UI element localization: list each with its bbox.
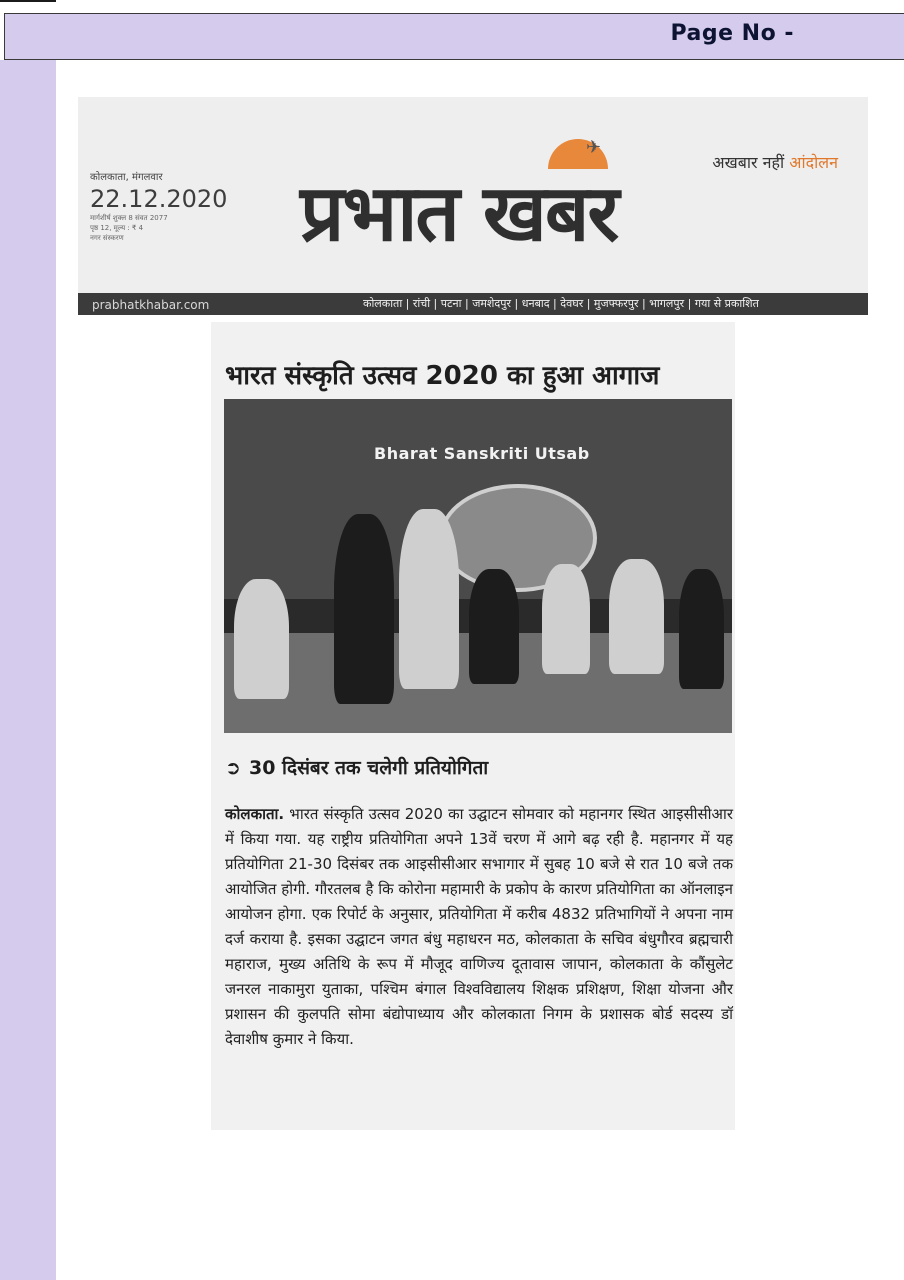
tagline-prefix: अखबार नहीं: [712, 153, 785, 172]
masthead-edition-line: पृष्ठ 12, मूल्य : ₹ 4: [90, 224, 144, 232]
subhead-text: 30 दिसंबर तक चलेगी प्रतियोगिता: [249, 757, 489, 779]
newspaper-masthead: [78, 97, 868, 315]
event-photo: [224, 399, 732, 733]
bullet-arrow-icon: ➲: [225, 757, 241, 779]
newspaper-title: प्रभात खबर: [300, 169, 618, 259]
article-body: [225, 802, 733, 1052]
tagline-accent: आंदोलन: [789, 153, 838, 172]
left-margin-bar: [0, 60, 56, 1280]
person-figure: [469, 569, 519, 684]
article-dateline: कोलकाता.: [225, 805, 285, 823]
person-figure: [679, 569, 724, 689]
masthead-cities: कोलकाता | रांची | पटना | जमशेदपुर | धनबाद | देवघर | मुजफ्फरपुर | भागलपुर | गया से प्रकाशित: [363, 297, 759, 310]
masthead-edition-line: मार्गशीर्ष शुक्ल 8 संवत 2077: [90, 214, 168, 222]
bird-logo-icon: ✈: [586, 137, 602, 158]
masthead-url: prabhatkhabar.com: [92, 298, 210, 312]
article-subhead: [225, 754, 488, 780]
page-header-bar: [4, 13, 904, 60]
person-figure: [399, 509, 459, 689]
article-headline: भारत संस्कृति उत्सव 2020 का हुआ आगाज: [225, 361, 660, 391]
masthead-city-day: कोलकाता, मंगलवार: [90, 172, 163, 183]
photo-banner-text: Bharat Sanskriti Utsab: [374, 444, 590, 463]
article-body-text: भारत संस्कृति उत्सव 2020 का उद्घाटन सोमवार को महानगर स्थित आइसीसीआर में किया गया. यह राष्ट्रीय प्रतियोगिता अपने 13वें चरण में आगे बढ़ रही है. महानगर में यह प्रतियोगिता 21-30 दिसंबर तक आइसीसीआर सभागार में सुबह 10 बजे से रात 10 बजे तक आयोजित होगी. गौरतलब है कि कोरोना महामारी के प्रकोप के कारण प्रतियोगिता का ऑनलाइन आयोजन होगा. एक रिपोर्ट के अनुसार, प्रतियोगिता में करीब 4832 प्रतिभागियों ने अपना नाम दर्ज कराया है. इसका उद्घाटन जगत बंधु महाधरन मठ, कोलकाता के सचिव बंधुगौरव ब्रह्मचारी महाराज, मुख्य अतिथि के रूप में मौजूद वाणिज्य दूतावास जापान, कोलकाता के कौंसुलेट जनरल नाकामुरा युताका, पश्चिम बंगाल विश्वविद्यालय शिक्षक प्रशिक्षण, शिक्षा योजना और प्रशासन की कुलपति सोमा बंद्योपाध्याय और कोलकाता निगम के प्रशासक बोर्ड सदस्य डॉ देवाशीष कुमार ने किया.: [225, 805, 733, 1048]
person-figure: [234, 579, 289, 699]
masthead-date: 22.12.2020: [90, 185, 228, 213]
news-article-clipping: [211, 322, 735, 1130]
person-figure: [334, 514, 394, 704]
person-figure: [609, 559, 664, 674]
masthead-strip: [78, 293, 868, 315]
masthead-tagline: [712, 151, 838, 173]
page-number-label: Page No -: [670, 21, 794, 46]
masthead-date-block: [90, 169, 240, 243]
person-figure: [542, 564, 590, 674]
masthead-edition-line: नगर संस्करण: [90, 234, 124, 242]
top-rule: [0, 0, 56, 2]
